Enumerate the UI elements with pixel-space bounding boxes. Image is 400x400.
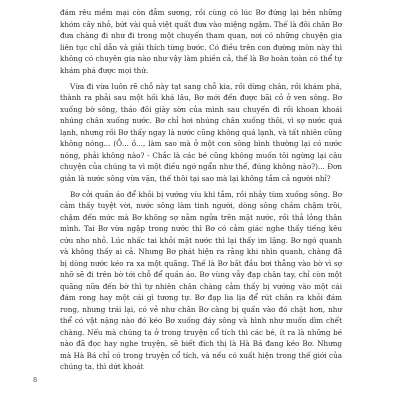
- paragraph-1: đám rêu mềm mại còn đẫm sương, rồi cùng có lúc Bơ đứng lại bên những khóm cây nhỏ, bứt vài quả việt quất đưa vào miệng ngậm. Thế là đôi chân Bơ đưa chàng đi như đi trong một chuyến tham quan, nơi có những chuyện gia liên tục chỉ dẫn và giải thích từng bước. Có điều trên con đường mòn này thì không có chuyên gia nào như vậy làm phiền cả, thế là Bơ hoàn toàn có thể tự khám phá được mọi thứ.: [60, 8, 342, 75]
- page-number: 8: [33, 376, 38, 384]
- body-text: [60, 7, 342, 373]
- paragraph-3: Bơ cởi quần áo để khỏi bị vướng víu khi tắm, rồi nhảy tùm xuống sông. Bơ cảm thấy tuyệt vời, nước sông làm tinh người, dòng sông chầm chậm trôi, chậm đến mức mà Bơ không sợ nằm ngửa trên mặt nước, rồi thả lỏng thân mình. Tai Bơ vừa ngập trong nước thì Bơ có cảm giác nghe thấy tiếng kêu cứu nho nhỏ. Lúc nhấc tai khỏi mặt nước thì lại thấy im lặng. Bơ ngó quanh và không thấy ai cả. Nhưng Bơ phát hiện ra rằng khi nhìn quanh, chàng đã bị dòng nước kéo ra xa một quãng. Thế là Bơ bắt đầu bơi thẳng vào bờ vì sợ nhỡ sẽ đi trên bờ tới chỗ để quần áo. Bơ vùng vẫy đạp chân tay, chỉ còn một quãng nữa đến bờ thì tự nhiên chân chàng cảm thấy bị vướng vào một cái đám rong hay một cái gì tương tự. Bơ đạp lia lịa để rút chân ra khỏi đám rong, nhưng trái lại, có vẻ như chân Bơ càng bị quấn vào đó chặt hơn, như thể có vật nặng nào đó kéo Bơ xuống đáy sông và hình như muốn dìm chết chàng. Nếu mà chúng ta ở trong truyện cổ tích thì các bé, ít ra là những bé nào đã đọc hay nghe truyện, sẽ biết đích thị là Hà Bá đang kéo Bơ. Nhưng mà Hà Bá chỉ có trong truyện cổ tích, và nếu có xuất hiện trong thế giới của chúng ta, thì dứt khoát: [60, 189, 342, 371]
- paragraph-2: Vừa đi vừa luôn rẽ chỗ này tạt sang chỗ kia, rồi dừng chân, rồi khám phá, thành ra phải sau một hồi khá lâu, Bơ mới đến được bãi cỏ ở ven sông. Bơ xuống bờ sông, tháo đôi giày sờn của mình sau chuyến đi rồi khoan khoái nhúng chân xuống nước. Bơ chỉ hơi nhúng chân xuống thôi, vì sợ nước quá lạnh, nhưng rồi Bơ thấy ngay là nước cũng không quá lạnh, và tất nhiên cũng không nóng... (Ồ... ồ..., làm sao mà ở một con sông bình thường lại có nước nóng, phải không nào? - Chắc là các bé cũng không muốn tôi ngừng lại câu chuyện của chúng ta vì một điều ngớ ngẩn như thế, đúng không nào?)... Đơn giản là nước sông vừa vặn, thế thôi tại sao mà lại không tắm cả người nhỉ?: [60, 81, 342, 183]
